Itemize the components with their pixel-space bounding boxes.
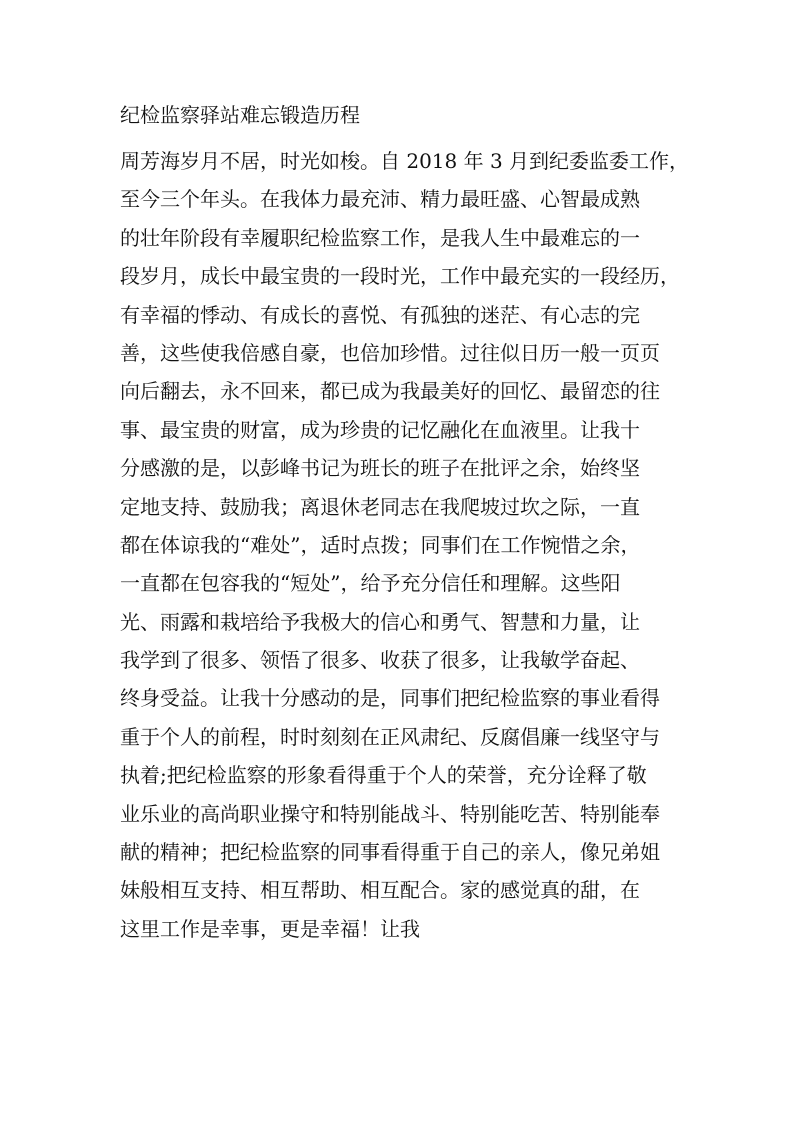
text-line: 至今三个年头。在我体力最充沛、精力最旺盛、心智最成熟 [120,187,640,212]
text-line: 善，这些使我倍感自豪，也倍加珍惜。过往似日历一般一页页 [120,340,660,365]
text-line: 终身受益。让我十分感动的是，同事们把纪检监察的事业看得 [120,686,660,711]
text-line: 分感激的是，以彭峰书记为班长的班子在批评之余，始终坚 [120,456,640,481]
text-line: 献的精神；把纪检监察的同事看得重于自己的亲人，像兄弟姐 [120,840,660,865]
text-line: 有幸福的悸动、有成长的喜悦、有孤独的迷茫、有心志的完 [120,302,640,327]
text-line: 一直都在包容我的“短处”，给予充分信任和理解。这些阳 [120,571,621,596]
text-line: 事、最宝贵的财富，成为珍贵的记忆融化在血液里。让我十 [120,417,640,442]
text-line: 向后翻去，永不回来，都已成为我最美好的回忆、最留恋的往 [120,379,660,404]
text-line: 重于个人的前程，时时刻刻在正风肃纪、反腐倡廉一线坚守与 [120,724,660,749]
body-text [120,142,720,948]
text-line: 光、雨露和栽培给予我极大的信心和勇气、智慧和力量，让 [120,609,640,634]
text-line: 执着;把纪检监察的形象看得重于个人的荣誉，充分诠释了敬 [120,763,647,788]
document-title: 纪检监察驿站难忘锻造历程 [120,103,360,127]
text-line: 这里工作是幸事，更是幸福！让我 [120,916,420,941]
text-line: 我学到了很多、领悟了很多、收获了很多，让我敏学奋起、 [120,648,640,673]
text-line: 都在体谅我的“难处”，适时点拨；同事们在工作惋惜之余， [120,532,641,557]
text-line: 业乐业的高尚职业操守和特别能战斗、特别能吃苦、特别能奉 [120,801,660,826]
text-line: 周芳海岁月不居，时光如梭。自 2018 年 3 月到纪委监委工作， [120,149,690,173]
text-line: 段岁月，成长中最宝贵的一段时光，工作中最充实的一段经历， [120,264,680,289]
text-line: 定地支持、鼓励我；离退休老同志在我爬坡过坎之际，一直 [120,494,640,519]
text-line: 妹般相互支持、相互帮助、相互配合。家的感觉真的甜，在 [120,878,640,903]
text-line: 的壮年阶段有幸履职纪检监察工作，是我人生中最难忘的一 [120,225,640,250]
